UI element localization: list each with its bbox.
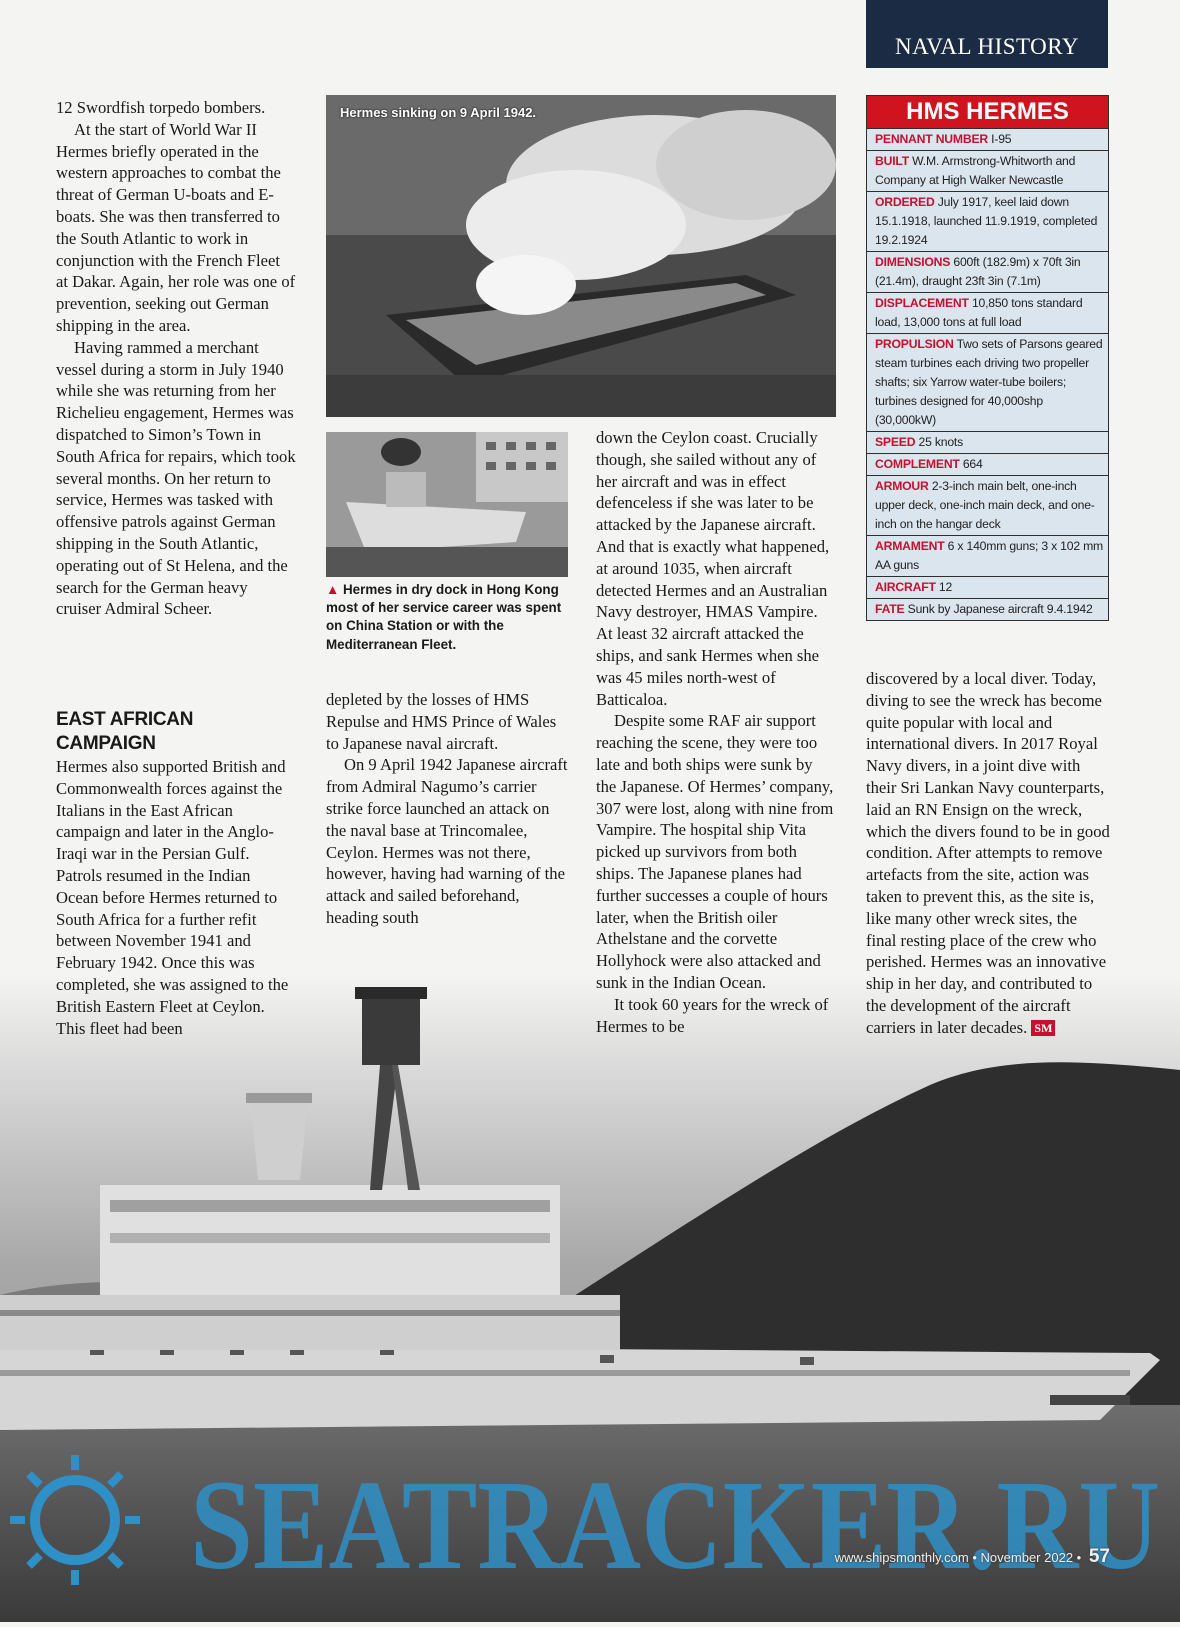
watermark <box>10 1450 1170 1590</box>
fact-label: AIRCRAFT <box>875 580 936 594</box>
paragraph: 12 Swordfish torpedo bombers. <box>56 98 266 117</box>
fact-row <box>866 252 1109 293</box>
dry-dock-caption <box>326 581 566 654</box>
watermark-sun-icon <box>10 1455 140 1585</box>
fact-value: Two sets of Parsons geared steam turbines each driving two propeller shafts; six Yarrow water-tube boilers; turbines designed for 40,000shp (30,000kW) <box>875 337 1103 427</box>
fact-value: Sunk by Japanese aircraft 9.4.1942 <box>907 602 1093 616</box>
fact-value: 25 knots <box>918 435 963 449</box>
hermes-dry-dock-photo <box>326 432 568 577</box>
fact-label: DIMENSIONS <box>875 255 951 269</box>
east-african-section <box>56 708 296 1039</box>
paragraph: On 9 April 1942 Japanese aircraft from Admiral Nagumo’s carrier strike force launched an attack on the naval base at Trincomalee, Ceylon. Hermes was not there, however, having had warning of the attack and sailed beforehand, heading south <box>326 755 568 927</box>
sinking-photo-caption: Hermes sinking on 9 April 1942. <box>340 105 537 120</box>
fact-label: PENNANT NUMBER <box>875 132 988 146</box>
column-4 <box>866 668 1110 1039</box>
fact-value: I-95 <box>991 132 1012 146</box>
fact-label: ARMAMENT <box>875 539 945 553</box>
fact-label: SPEED <box>875 435 916 449</box>
paragraph: down the Ceylon coast. Crucially though, she sailed without any of her aircraft and was in effect defenceless if she was later to be attacked by the Japanese aircraft. And that is exactly what happened, at around 1035, when aircraft detected Hermes and an Australian Navy destroyer, HMAS Vampire. At least 32 aircraft attacked the ships, and sank Hermes when she was 45 miles north-west of Batticaloa. <box>596 428 830 709</box>
paragraph: It took 60 years for the wreck of Hermes to be <box>596 994 829 1036</box>
fact-label: FATE <box>875 602 905 616</box>
fact-label: ORDERED <box>875 195 935 209</box>
column-1 <box>56 97 296 620</box>
fact-row <box>866 577 1109 599</box>
fact-label: COMPLEMENT <box>875 457 960 471</box>
fact-row <box>866 334 1109 432</box>
fact-value: 600ft (182.9m) x 70ft 3in (21.4m), draught 23ft 3in (7.1m) <box>875 255 1081 288</box>
paragraph: At the start of World War II Hermes briefly operated in the western approaches to combat the threat of German U-boats and E-boats. She was then transferred to the South Atlantic to work in conjunction with the French Fleet at Dakar. Again, her role was one of prevention, seeking out German shipping in the area. <box>56 119 296 335</box>
fact-value: 10,850 tons standard load, 13,000 tons at full load <box>875 296 1083 329</box>
paragraph <box>866 668 1110 1039</box>
fact-row <box>866 151 1109 192</box>
fact-row <box>866 192 1109 252</box>
watermark-text: SEATRACKER.RU <box>190 1454 1160 1590</box>
paragraph-text: discovered by a local diver. Today, diving to see the wreck has become quite popular with local and international divers. In 2017 Royal Navy divers, in a joint dive with their Sri Lankan Navy counterparts, laid an RN Ensign on the wreck, which the divers found to be in good condition. After attempts to remove artefacts from the site, action was taken to prevent this, as the site is, like many other wreck sites, the final resting place of the crew who perished. Hermes was an innovative ship in her day, and contributed to the development of the aircraft carriers in later decades. <box>866 669 1110 1037</box>
fact-row <box>866 432 1109 454</box>
fact-row <box>866 599 1109 621</box>
fact-row <box>866 293 1109 334</box>
hermes-sinking-photo <box>326 95 836 417</box>
footer-sep: • <box>972 1550 977 1565</box>
dry-dock-caption-text: Hermes in dry dock in Hong Kong most of her service career was spent on China Station or with the Mediterranean Fleet. <box>326 582 562 652</box>
page-footer <box>835 1546 1110 1568</box>
paragraph: Having rammed a merchant vessel during a storm in July 1940 while she was returning from her Richelieu engagement, Hermes was dispatched to Simon’s Town in South Africa for repairs, which took several months. On her return to service, Hermes was tasked with offensive patrols against German shipping in the South Atlantic, operating out of St Helena, and the search for the German heavy cruiser Admiral Scheer. <box>56 337 296 619</box>
fact-value: July 1917, keel laid down 15.1.1918, launched 11.9.1919, completed 19.2.1924 <box>875 195 1098 247</box>
fact-row <box>866 476 1109 536</box>
fact-label: DISPLACEMENT <box>875 296 969 310</box>
fact-value: W.M. Armstrong-Whitworth and Company at High Walker Newcastle <box>875 154 1076 187</box>
fact-box <box>866 95 1109 621</box>
paragraph: Despite some RAF air support reaching the scene, they were too late and both ships were sunk by the Japanese. Of Hermes’ company, 307 were lost, along with nine from Vampire. The hospital ship Vita picked up survivors from both ships. The Japanese planes had further successes a couple of hours later, when the British oiler Athelstane and the corvette Hollyhock were also attacked and sunk in the Indian Ocean. <box>596 711 834 992</box>
section-heading: EAST AFRICAN CAMPAIGN <box>56 709 194 754</box>
paragraph: depleted by the losses of HMS Repulse and HMS Prince of Wales to Japanese naval aircraft. <box>326 690 557 753</box>
column-2 <box>326 689 568 929</box>
fact-label: BUILT <box>875 154 909 168</box>
fact-value: 664 <box>962 457 983 471</box>
footer-issue: November 2022 <box>980 1550 1074 1565</box>
fact-value: 12 <box>938 580 953 594</box>
section-tag: NAVAL HISTORY <box>866 0 1108 68</box>
column-3 <box>596 427 836 1037</box>
end-mark-icon: SM <box>1031 1020 1055 1036</box>
footer-site: www.shipsmonthly.com <box>834 1550 969 1565</box>
fact-label: ARMOUR <box>875 479 929 493</box>
fact-box-title: HMS HERMES <box>866 95 1109 129</box>
fact-row <box>866 454 1109 476</box>
page-number: 57 <box>1088 1546 1110 1567</box>
fact-value: 2-3-inch main belt, one-inch upper deck, one-inch main deck, and one-inch on the hangar deck <box>875 479 1095 531</box>
footer-sep: • <box>1076 1550 1082 1565</box>
fact-row <box>866 536 1109 577</box>
paragraph: Hermes also supported British and Commonwealth forces against the Italians in the East African campaign and later in the Anglo-Iraqi war in the Persian Gulf. Patrols resumed in the Indian Ocean before Hermes returned to South Africa for a further refit between November 1941 and February 1942. Once this was completed, she was assigned to the British Eastern Fleet at Ceylon. This fleet had been <box>56 757 289 1038</box>
fact-label: PROPULSION <box>875 337 954 351</box>
fact-row <box>866 129 1109 151</box>
fact-value: 6 x 140mm guns; 3 x 102 mm AA guns <box>875 539 1104 572</box>
caption-triangle-icon: ▲ <box>326 582 340 597</box>
